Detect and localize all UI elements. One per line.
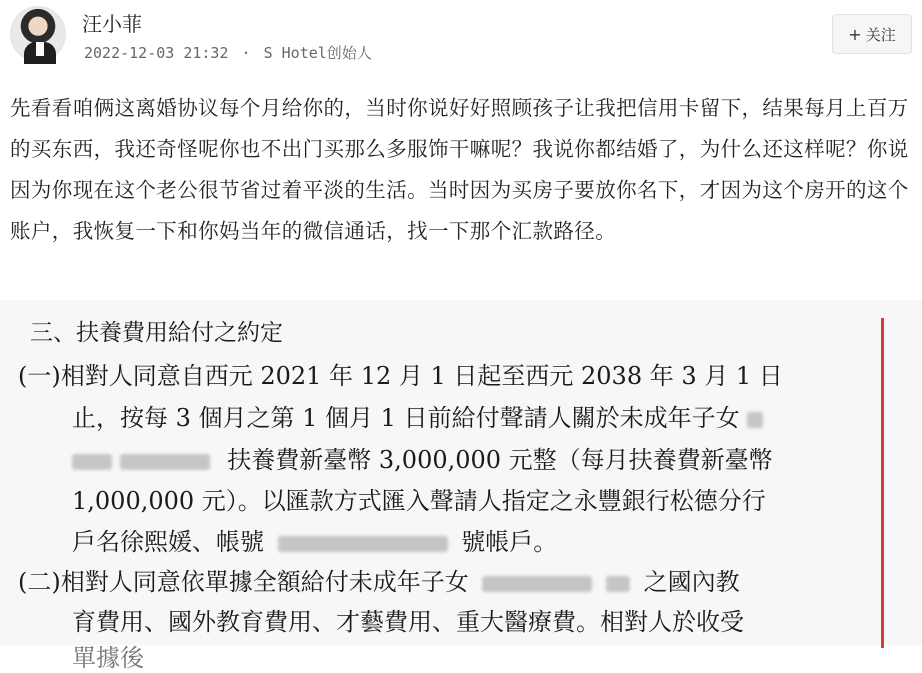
doc-line: 單據後 — [72, 644, 144, 672]
doc-heading: 三、扶養費用給付之約定 — [30, 320, 283, 346]
redaction — [747, 412, 763, 428]
redaction — [120, 454, 210, 470]
post-meta — [84, 42, 372, 63]
author-bio: S Hotel创始人 — [263, 44, 372, 62]
avatar-shirt — [36, 42, 44, 56]
redaction — [606, 576, 630, 592]
plus-icon: + — [848, 24, 862, 44]
document-image — [0, 300, 922, 672]
doc-line: 育費用、國外教育費用、才藝費用、重大醫療費。相對人於收受 — [72, 608, 744, 636]
doc-line: 扶養費新臺幣 3,000,000 元整（每月扶養費新臺幣 — [72, 440, 773, 475]
post-body: 先看看咱俩这离婚协议每个月给你的，当时你说好好照顾孩子让我把信用卡留下，结果每月上百万的买东西，我还奇怪呢你也不出门买那么多服饰干嘛呢？我说你都结婚了，为什么还这样呢？你说因为你现在这个老公很节省过着平淡的生活。当时因为买房子要放你名下，才因为这个房开的这个账户，我恢复一下和你妈当年的微信通话，找一下那个汇款路径。 — [10, 96, 909, 243]
margin-line — [881, 318, 884, 648]
follow-button[interactable] — [832, 14, 912, 54]
doc-line: 1,000,000 元）。以匯款方式匯入聲請人指定之永豐銀行松德分行 — [72, 487, 766, 515]
author-name[interactable]: 汪小菲 — [82, 12, 142, 36]
post-header — [0, 0, 922, 80]
avatar[interactable] — [10, 6, 66, 62]
doc-line: 戶名徐熙媛、帳號 號帳戶。 — [72, 528, 558, 556]
doc-line: 止，按每 3 個月之第 1 個月 1 日前給付聲請人關於未成年子女 — [72, 398, 763, 433]
doc-line: (一)相對人同意自西元 2021 年 12 月 1 日起至西元 2038 年 3 月 1 日 — [18, 362, 783, 390]
redaction — [72, 454, 112, 470]
redaction — [482, 576, 592, 592]
doc-line: (二)相對人同意依單據全額給付未成年子女 之國內教 — [18, 568, 740, 596]
redaction — [278, 536, 448, 552]
follow-label: 关注 — [865, 25, 896, 44]
post-datetime: 2022-12-03 21:32 — [84, 44, 229, 62]
meta-separator: · — [241, 44, 251, 62]
